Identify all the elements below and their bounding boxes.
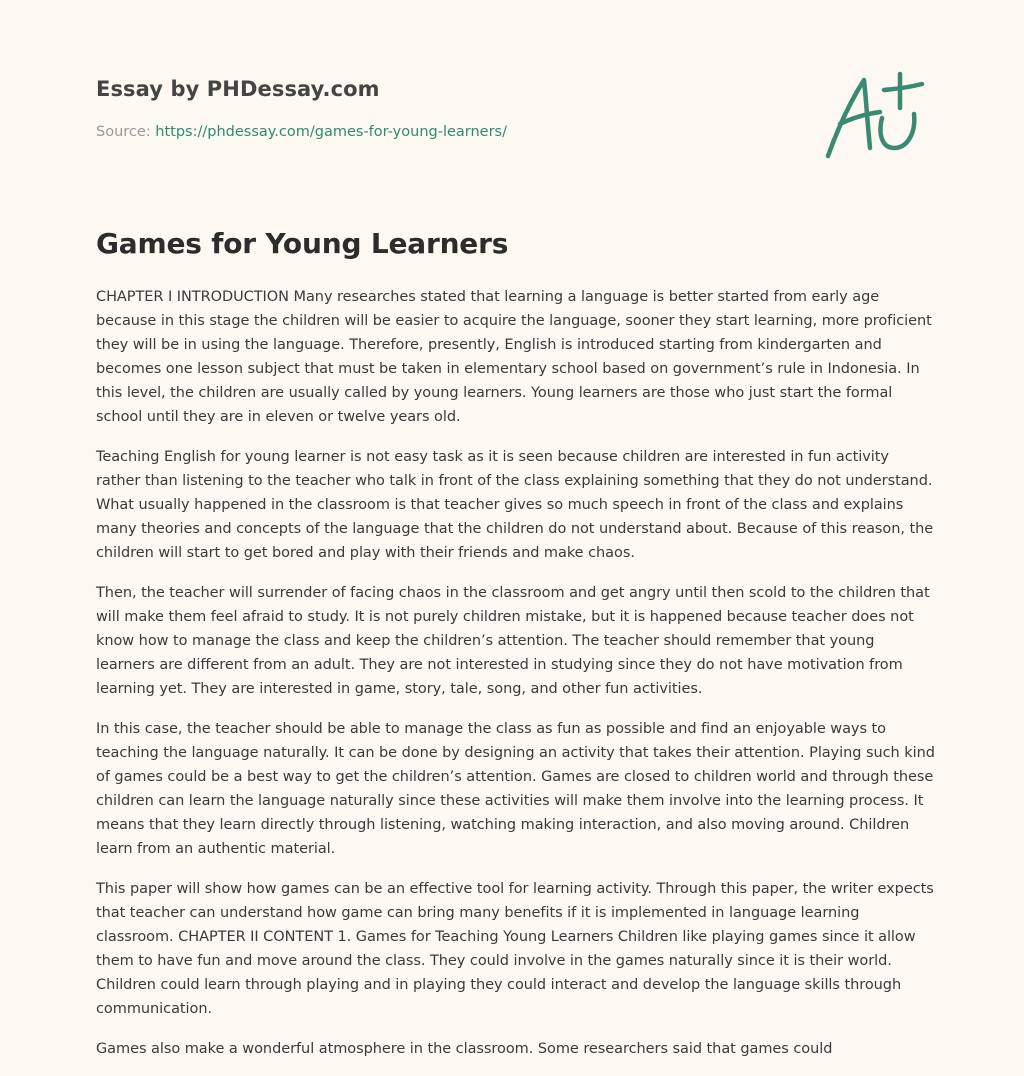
essay-paragraph: Games also make a wonderful atmosphere in the classroom. Some researchers said that games could	[96, 1041, 833, 1057]
essay-title: Games for Young Learners	[96, 227, 509, 260]
essay-paragraph: Then, the teacher will surrender of facing chaos in the classroom and get angry until then scold to the children that will make them feel afraid to study. It is not purely children mistake, but it is happened because teacher does not know how to manage the class and keep the children’s attention. The teacher should remember that young learners are different from an adult. They are not interested in studying since they do not have motivation from learning yet. They are interested in game, story, tale, song, and other fun activities.	[96, 585, 930, 697]
source-label: Source:	[96, 124, 156, 140]
essay-paragraph: Teaching English for young learner is not easy task as it is seen because children are interested in fun activity rather than listening to the teacher who talk in front of the class explaining something that they do not understand. What usually happened in the classroom is that teacher gives so much speech in front of the class and explains many theories and concepts of the language that the children do not understand about. Because of this reason, the children will start to get bored and play with their friends and make chaos.	[96, 449, 934, 561]
site-title: Essay by PHDessay.com	[96, 77, 380, 101]
source-line	[96, 122, 507, 142]
essay-paragraph: In this case, the teacher should be able to manage the class as fun as possible and find an enjoyable ways to teaching the language naturally. It can be done by designing an activity that takes their attention. Playing such kind of games could be a best way to get the children’s attention. Games are closed to children world and through these children can learn the language naturally since these activities will make them involve into the learning process. It means that they learn directly through listening, watching making interaction, and also moving around. Children learn from an authentic material.	[96, 721, 935, 857]
a-plus-grade-icon	[820, 68, 932, 168]
essay-header	[96, 72, 928, 172]
essay-paragraph: CHAPTER I INTRODUCTION Many researches stated that learning a language is better started from early age because in this stage the children will be easier to acquire the language, sooner they start learning, more proficient they will be in using the language. Therefore, presently, English is introduced starting from kindergarten and becomes one lesson subject that must be taken in elementary school based on government’s rule in Indonesia. In this level, the children are usually called by young learners. Young learners are those who just start the formal school until they are in eleven or twelve years old.	[96, 289, 932, 425]
source-link[interactable]: https://phdessay.com/games-for-young-learners/	[155, 124, 507, 140]
essay-body	[96, 285, 936, 1076]
essay-paragraph: This paper will show how games can be an effective tool for learning activity. Through this paper, the writer expects that teacher can understand how game can bring many benefits if it is implemented in language learning classroom. CHAPTER II CONTENT 1. Games for Teaching Young Learners Children like playing games since it allow them to have fun and move around the class. They could involve in the games naturally since it is their world. Children could learn through playing and in playing they could interact and develop the language skills through communication.	[96, 881, 934, 1017]
